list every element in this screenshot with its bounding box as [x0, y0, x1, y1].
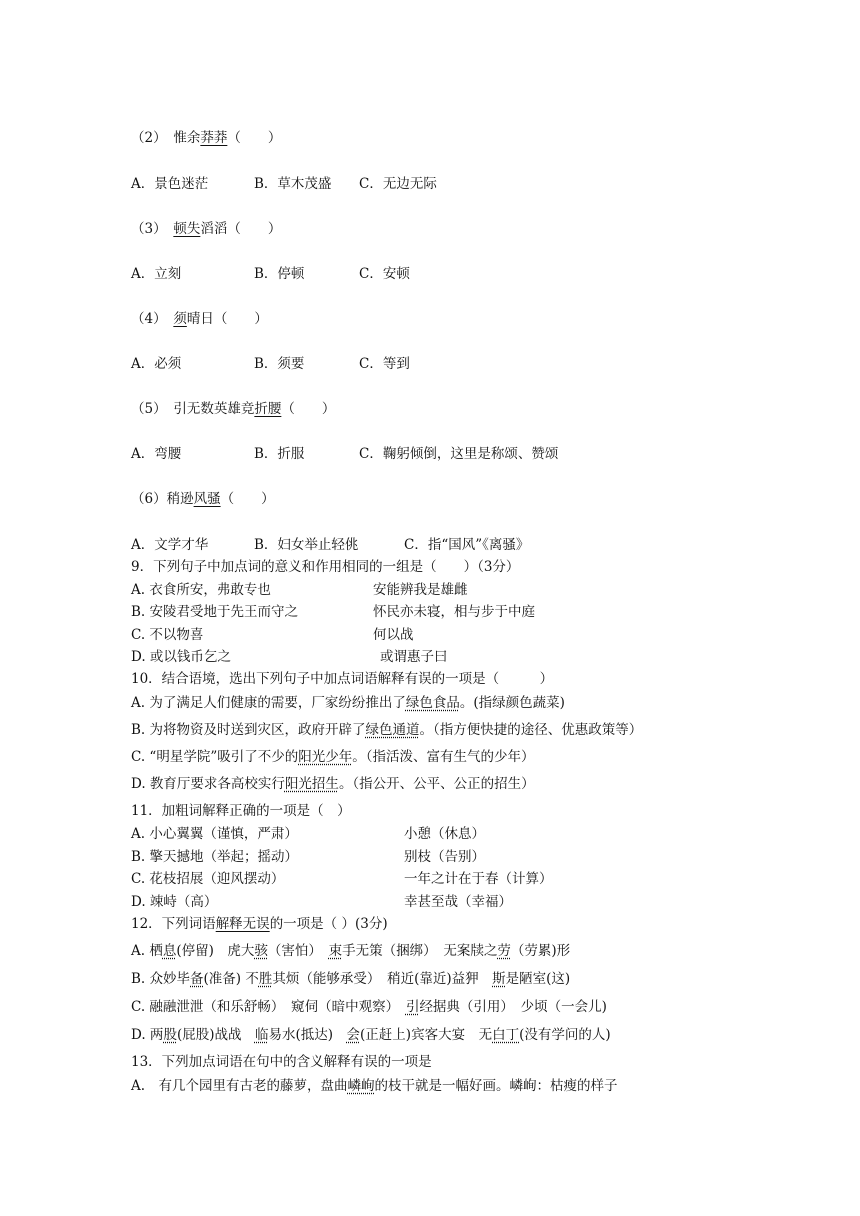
q10-option-d: [131, 778, 535, 792]
dotted-word: 阳光招生: [284, 776, 339, 792]
stem-text: 12．下列词语: [131, 916, 216, 932]
dotted-word: 绿色通道: [365, 722, 420, 738]
option-text: 经据典（引用） 少顷（一会儿): [419, 999, 607, 1015]
underlined-word: 解释无误: [215, 916, 270, 932]
option-b: B．须要: [254, 356, 305, 372]
dotted-word: 息: [162, 943, 177, 959]
q13-option-a: [131, 1080, 618, 1094]
question-text: （ ）: [227, 130, 282, 146]
dotted-word: 斯: [492, 971, 506, 987]
option-text: D. 教育厅要求各高校实行: [131, 776, 285, 792]
question-text: （2） 惟余: [131, 130, 201, 146]
q10-option-a: [131, 697, 565, 711]
underlined-word: 须: [173, 311, 187, 327]
option-text: (没有学问的人): [519, 1027, 611, 1043]
q12-option-c: [131, 1001, 607, 1015]
option-text: 。（指方便快捷的途径、优惠政策等）: [419, 722, 643, 738]
dotted-word: 备: [190, 971, 204, 987]
question-text: 晴日（ ）: [186, 311, 268, 327]
q12-option-d: [131, 1029, 611, 1043]
question-line-q5: [131, 403, 335, 417]
q11-option-right: 别枝（告别）: [404, 849, 485, 865]
underlined-word: 顿失: [173, 221, 201, 237]
option-a: A．景色迷茫: [131, 176, 209, 192]
question-text: （ ）: [281, 401, 336, 417]
option-text: A. 为了满足人们健康的需要，厂家纷纷推出了: [131, 695, 406, 711]
q9-option-right: 或谓惠子曰: [380, 649, 448, 665]
option-c: C．指“国风”《离骚》: [404, 537, 530, 553]
question-10-stem: 10．结合语境，选出下列句子中加点词语解释有误的一项是（ ）: [131, 671, 554, 687]
dotted-word: 引: [405, 999, 420, 1015]
q11-option-left: B. 擎天撼地（举起；摇动）: [131, 849, 299, 865]
q11-option-right: 幸甚至哉（幸福）: [404, 894, 512, 910]
question-11-stem: 11．加粗词解释正确的一项是（ ）: [131, 803, 351, 819]
dotted-word: 劳: [497, 943, 511, 959]
q9-option-left: A. 衣食所安，弗敢专也: [131, 582, 271, 598]
option-b: B．草木茂盛: [254, 176, 332, 192]
q11-option-left: D. 竦峙（高）: [131, 894, 218, 910]
option-text: (准备) 不: [203, 971, 259, 987]
option-text: 。（指公开、公平、公正的招生）: [338, 776, 535, 792]
q9-option-left: C. 不以物喜: [131, 627, 204, 643]
dotted-word: 胜: [258, 971, 273, 987]
question-line-q3: [131, 223, 281, 237]
option-text: D. 两: [131, 1027, 164, 1043]
option-text: (停留) 虎大: [176, 943, 255, 959]
q10-option-b: [131, 724, 642, 738]
q9-option-right: 何以战: [373, 627, 414, 643]
option-a: A．必须: [131, 356, 182, 372]
q12-option-b: [131, 973, 570, 987]
option-text: 。(指绿颜色蔬菜): [459, 695, 565, 711]
option-c: C．鞠躬倾倒，这里是称颂、赞颂: [359, 446, 559, 462]
option-text: 易水(抵达): [268, 1027, 347, 1043]
question-text: （5） 引无数英雄竞: [131, 401, 255, 417]
dotted-word: 嶙峋: [347, 1078, 375, 1094]
question-9-stem: 9．下列句子中加点词的意义和作用相同的一组是（ ）（3分）: [131, 559, 520, 575]
dotted-word: 白丁: [492, 1027, 520, 1043]
question-line-q6: [131, 493, 275, 507]
option-text: C. 融融泄泄（和乐舒畅） 窥伺（暗中观察）: [131, 999, 406, 1015]
dotted-word: 阳光少年: [298, 749, 353, 765]
underlined-word: 风骚: [193, 491, 221, 507]
q9-option-right: 安能辨我是雄雌: [373, 582, 468, 598]
dotted-word: 骇: [254, 943, 268, 959]
option-text: A. 有几个园里有古老的藤萝，盘曲: [131, 1078, 348, 1094]
q10-option-c: [131, 751, 534, 765]
q9-option-left: B. 安陵君受地于先王而守之: [131, 604, 299, 620]
option-text: C. “明星学院”吸引了不少的: [131, 749, 299, 765]
question-12-stem: [131, 918, 388, 932]
option-b: B．妇女举止轻佻: [254, 537, 359, 553]
dotted-word: 会: [346, 1027, 361, 1043]
option-text: 的枝干就是一幅好画。嶙峋：枯瘦的样子: [374, 1078, 618, 1094]
option-text: （害怕）: [267, 943, 329, 959]
question-line-q2: [131, 132, 281, 146]
dotted-word: 临: [254, 1027, 269, 1043]
option-a: A．立刻: [131, 266, 182, 282]
question-text: （ ）: [220, 491, 275, 507]
option-text: 是陋室(这): [505, 971, 571, 987]
option-a: A．文学才华: [131, 537, 209, 553]
question-text: （6）稍逊: [131, 491, 194, 507]
q12-option-a: [131, 945, 570, 959]
option-c: C．无边无际: [359, 176, 437, 192]
option-a: A．弯腰: [131, 446, 182, 462]
underlined-word: 折腰: [254, 401, 282, 417]
option-c: C．等到: [359, 356, 410, 372]
option-b: B．折服: [254, 446, 305, 462]
dotted-word: 绿色食品: [405, 695, 460, 711]
question-text: （3）: [131, 221, 174, 237]
option-text: B. 众妙毕: [131, 971, 191, 987]
q11-option-left: C. 花枝招展（迎风摆动）: [131, 871, 285, 887]
q9-option-left: D. 或以钱币乞之: [131, 649, 231, 665]
option-c: C．安顿: [359, 266, 410, 282]
stem-text: 的一项是（ ）(3分): [269, 916, 388, 932]
question-line-q4: [131, 313, 268, 327]
question-text: （4）: [131, 311, 174, 327]
q11-option-left: A. 小心翼翼（谨慎，严肃）: [131, 826, 298, 842]
q11-option-right: 小憩（休息）: [404, 826, 485, 842]
dotted-word: 股: [163, 1027, 177, 1043]
option-text: 手无策（捆绑） 无案牍之: [342, 943, 498, 959]
dotted-word: 束: [328, 943, 343, 959]
option-text: B. 为将物资及时送到灾区，政府开辟了: [131, 722, 366, 738]
question-13-stem: 13．下列加点词语在句中的含义解释有误的一项是: [131, 1054, 432, 1070]
q9-option-right: 怀民亦未寝，相与步于中庭: [373, 604, 535, 620]
underlined-word: 莽莽: [200, 130, 228, 146]
option-text: （劳累)形: [510, 943, 571, 959]
option-text: (正赶上)宾客大宴 无: [360, 1027, 493, 1043]
question-text: 滔滔（ ）: [200, 221, 282, 237]
option-text: (屁股)战战: [176, 1027, 255, 1043]
q11-option-right: 一年之计在于春（计算）: [404, 871, 553, 887]
option-text: A. 栖: [131, 943, 163, 959]
option-text: 。（指活泼、富有生气的少年）: [352, 749, 535, 765]
option-text: 其烦（能够承受） 稍近(靠近)益狎: [272, 971, 493, 987]
option-b: B．停顿: [254, 266, 305, 282]
